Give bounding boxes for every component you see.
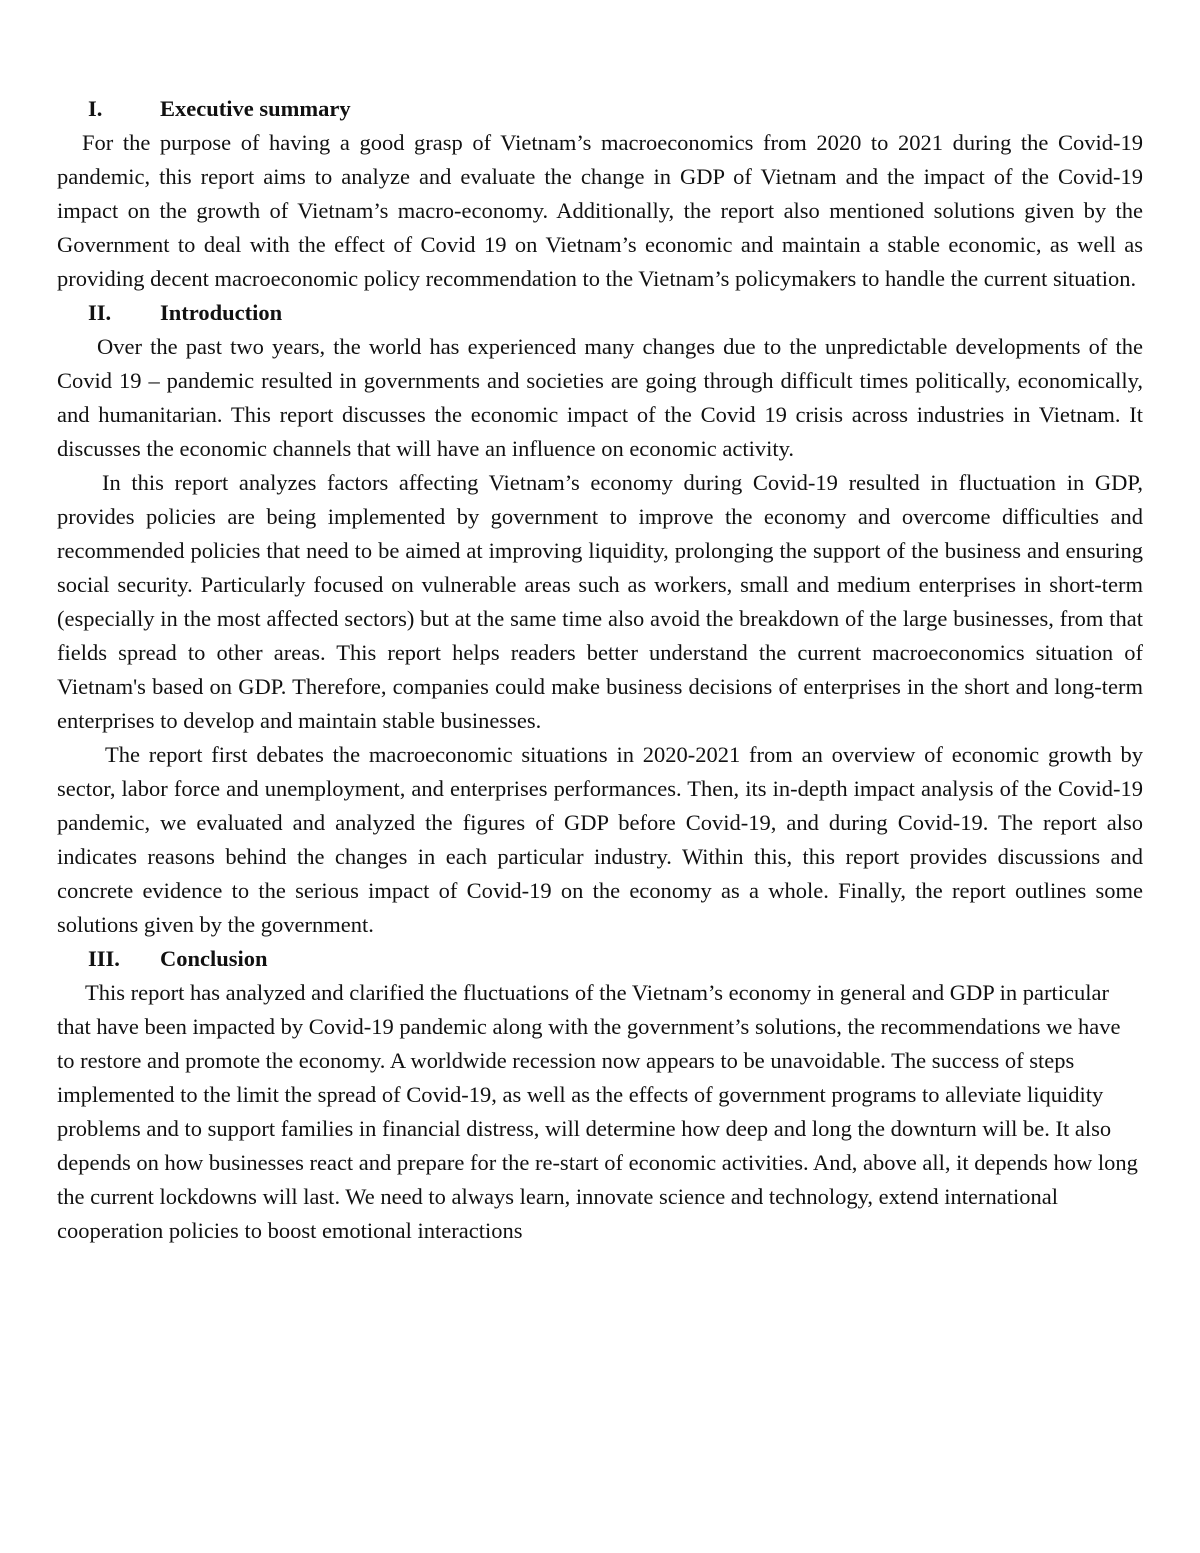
section-heading-executive-summary bbox=[57, 92, 1143, 126]
section-heading-conclusion bbox=[57, 942, 1143, 976]
introduction-paragraph-2: In this report analyzes factors affecting Vietnam’s economy during Covid-19 resulted in fluctuation in GDP, provides policies are being implemented by government to improve the economy and overcome difficulties and recommended policies that need to be aimed at improving liquidity, prolonging the support of the business and ensuring social security. Particularly focused on vulnerable areas such as workers, small and medium enterprises in short-term (especially in the most affected sectors) but at the same time also avoid the breakdown of the large businesses, from that fields spread to other areas. This report helps readers better understand the current macroeconomics situation of Vietnam's based on GDP. Therefore, companies could make business decisions of enterprises in the short and long-term enterprises to develop and maintain stable businesses. bbox=[57, 470, 1143, 733]
section-title: Introduction bbox=[160, 300, 283, 325]
introduction-paragraph-1: Over the past two years, the world has experienced many changes due to the unpredictable developments of the Covid 19 – pandemic resulted in governments and societies are going through difficult times politically, economically, and humanitarian. This report discusses the economic impact of the Covid 19 crisis across industries in Vietnam. It discusses the economic channels that will have an influence on economic activity. bbox=[57, 334, 1143, 461]
introduction-paragraph-3: The report first debates the macroeconomic situations in 2020-2021 from an overview of economic growth by sector, labor force and unemployment, and enterprises performances. Then, its in-depth impact analysis of the Covid-19 pandemic, we evaluated and analyzed the figures of GDP before Covid-19, and during Covid-19. The report also indicates reasons behind the changes in each particular industry. Within this, this report provides discussions and concrete evidence to the serious impact of Covid-19 on the economy as a whole. Finally, the report outlines some solutions given by the government. bbox=[57, 742, 1143, 937]
conclusion-paragraph: This report has analyzed and clarified the fluctuations of the Vietnam’s economy in general and GDP in particular that have been impacted by Covid-19 pandemic along with the government’s solutions, the recommendations we have to restore and promote the economy. A worldwide recession now appears to be unavoidable. The success of steps implemented to the limit the spread of Covid-19, as well as the effects of government programs to alleviate liquidity problems and to support families in financial distress, will determine how deep and long the downturn will be. It also depends on how businesses react and prepare for the re-start of economic activities. And, above all, it depends how long the current lockdowns will last. We need to always learn, innovate science and technology, extend international cooperation policies to boost emotional interactions bbox=[57, 980, 1138, 1243]
section-heading-introduction bbox=[57, 296, 1143, 330]
section-title: Executive summary bbox=[160, 96, 351, 121]
section-number: III. bbox=[88, 946, 120, 971]
section-title: Conclusion bbox=[160, 946, 268, 971]
section-number: II. bbox=[88, 300, 112, 325]
document-page bbox=[57, 92, 1143, 1248]
section-number: I. bbox=[88, 96, 103, 121]
executive-summary-paragraph: For the purpose of having a good grasp of Vietnam’s macroeconomics from 2020 to 2021 during the Covid-19 pandemic, this report aims to analyze and evaluate the change in GDP of Vietnam and the impact of the Covid-19 impact on the growth of Vietnam’s macro-economy. Additionally, the report also mentioned solutions given by the Government to deal with the effect of Covid 19 on Vietnam’s economic and maintain a stable economic, as well as providing decent macroeconomic policy recommendation to the Vietnam’s policymakers to handle the current situation. bbox=[57, 130, 1143, 291]
